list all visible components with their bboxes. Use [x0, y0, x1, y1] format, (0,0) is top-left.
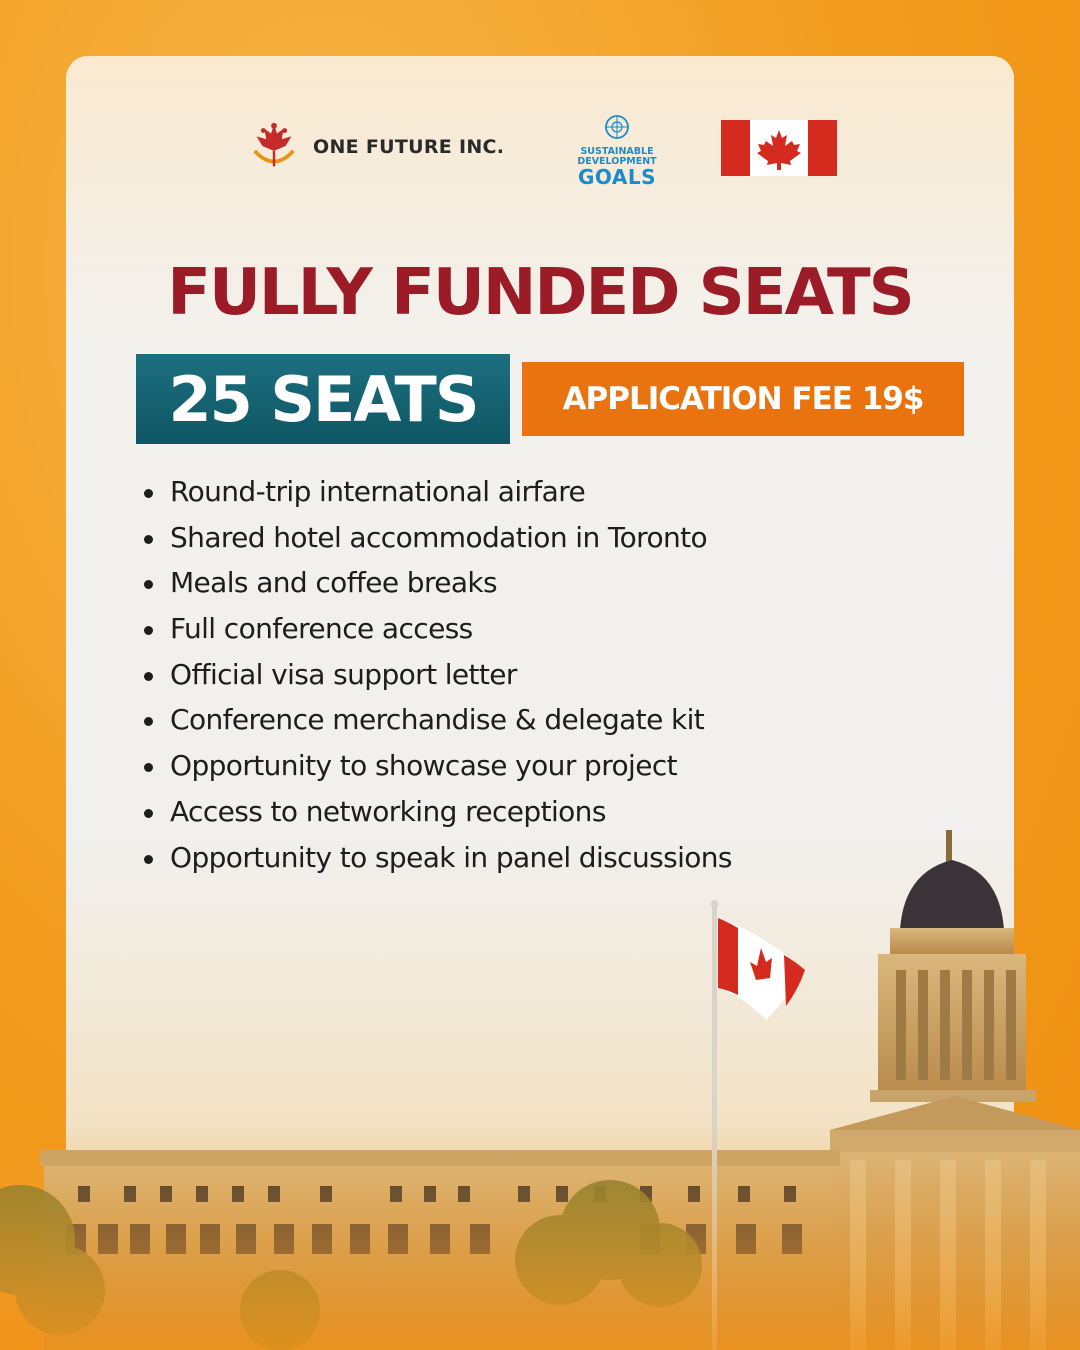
canada-flag-icon — [721, 120, 837, 176]
sdg-line-3: GOALS — [577, 165, 656, 189]
benefit-item: Full conference access — [138, 607, 732, 653]
dome-tower — [870, 830, 1036, 1102]
benefit-item: Shared hotel accommodation in Toronto — [138, 516, 732, 562]
org-name: ONE FUTURE INC. — [313, 136, 505, 158]
benefit-item: Opportunity to speak in panel discussions — [138, 836, 732, 882]
seats-badge: 25 SEATS — [136, 354, 510, 444]
legislative-building-scene — [0, 820, 1080, 1350]
application-fee-badge: APPLICATION FEE 19$ — [522, 362, 964, 436]
un-globe-icon — [604, 114, 630, 140]
benefit-item: Conference merchandise & delegate kit — [138, 698, 732, 744]
benefit-item: Round-trip international airfare — [138, 470, 732, 516]
benefit-item: Meals and coffee breaks — [138, 561, 732, 607]
benefit-item: Opportunity to showcase your project — [138, 744, 732, 790]
sdg-line-2: DEVELOPMENT — [577, 156, 657, 167]
sdg-logo — [575, 114, 659, 187]
warm-glow-overlay — [0, 1120, 1080, 1350]
benefit-item: Official visa support letter — [138, 653, 732, 699]
maple-leaf-logo-icon — [245, 118, 303, 176]
sdg-line-1: SUSTAINABLE — [580, 146, 654, 157]
headline: FULLY FUNDED SEATS — [167, 256, 913, 330]
benefit-item: Access to networking receptions — [138, 790, 732, 836]
one-future-logo — [245, 118, 504, 176]
